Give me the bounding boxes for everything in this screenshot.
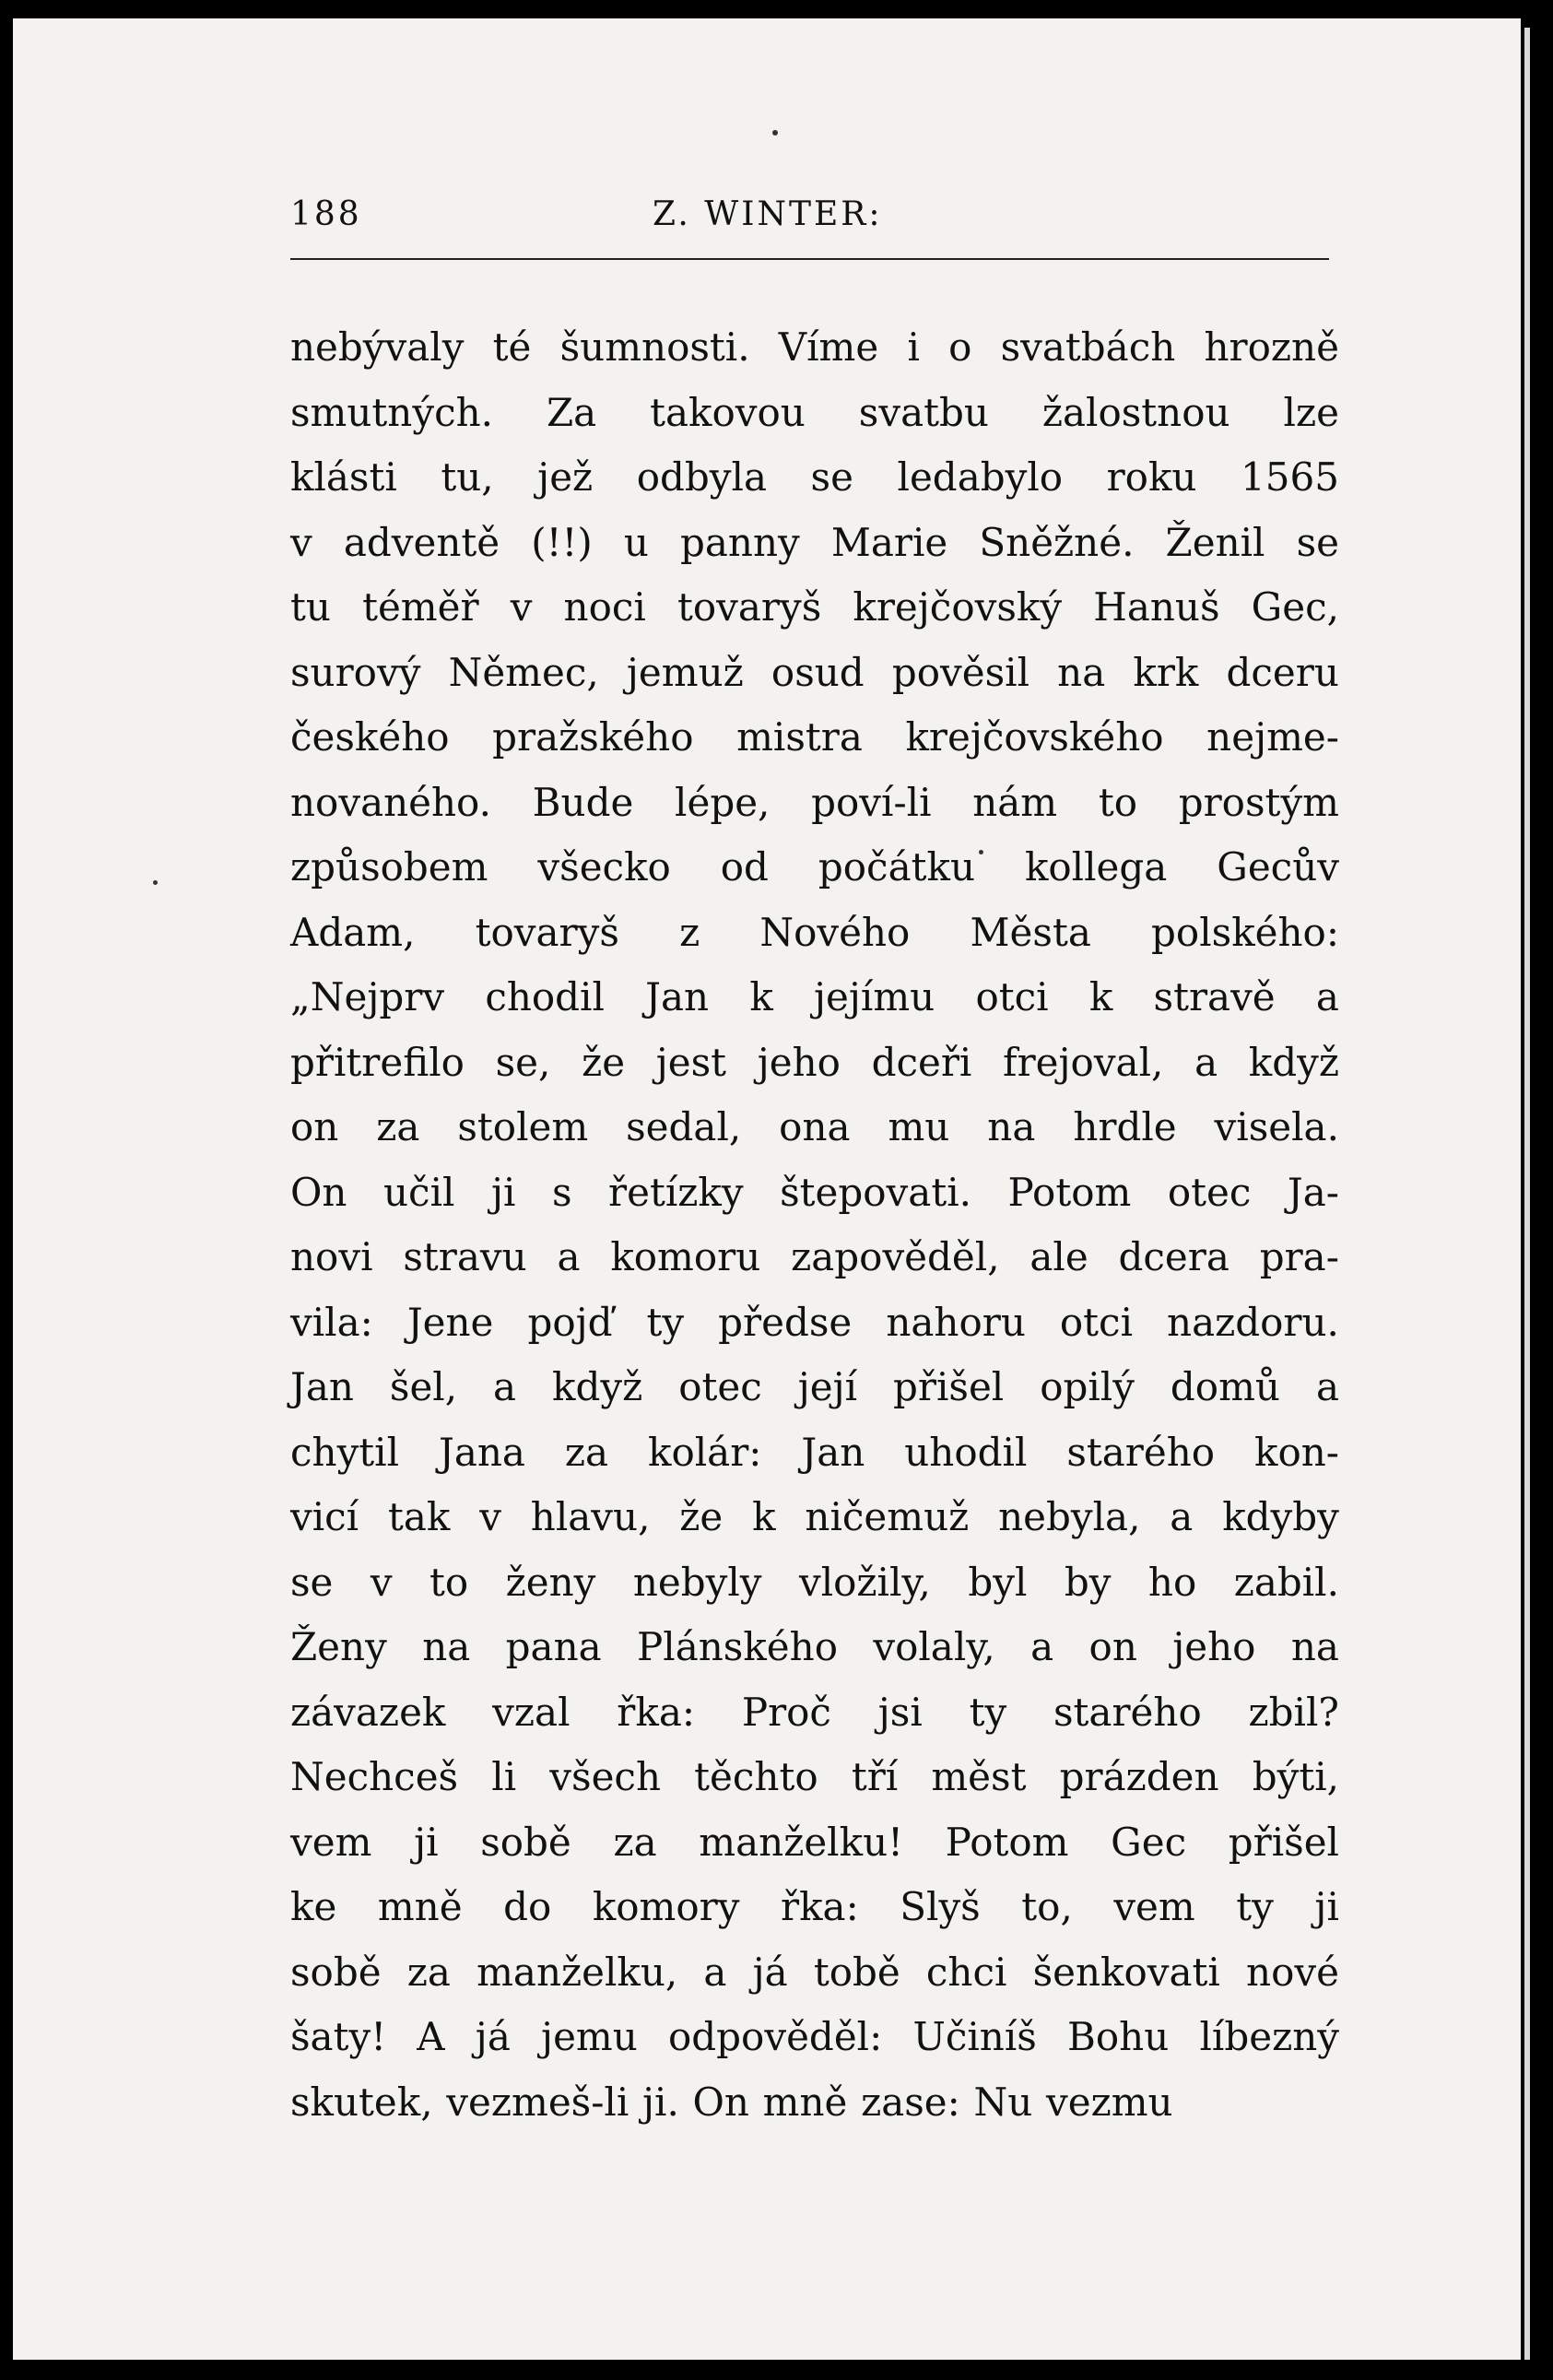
word: Nového	[759, 909, 911, 955]
page-number: 188	[290, 195, 362, 233]
word: za	[376, 1104, 420, 1149]
word: za	[564, 1429, 609, 1475]
word: na	[1057, 649, 1106, 695]
word: On	[692, 2079, 749, 2125]
word: a	[703, 1949, 727, 1995]
text-line	[290, 1820, 1339, 1885]
word: když	[1248, 1039, 1339, 1085]
page-edge-stripe	[1524, 28, 1530, 2360]
word: počátku	[818, 844, 975, 890]
word: na	[1290, 1624, 1339, 1669]
word: 1565	[1241, 454, 1339, 500]
word: přitrefilo	[290, 1039, 465, 1085]
word: to,	[1021, 1884, 1073, 1929]
text-line	[290, 1430, 1339, 1495]
word: Proč	[741, 1689, 831, 1735]
word: nebyly	[632, 1559, 762, 1605]
word: Jan	[645, 974, 710, 1019]
word: vezmu	[1046, 2079, 1173, 2125]
word: od	[720, 844, 769, 890]
word: předse	[718, 1299, 853, 1345]
word: kon-	[1254, 1429, 1339, 1475]
word: stravě	[1153, 974, 1276, 1019]
word: pra-	[1259, 1234, 1339, 1279]
text-line	[290, 1300, 1339, 1365]
word: zabil.	[1233, 1559, 1339, 1605]
word: otci	[975, 974, 1049, 1019]
word: z	[679, 909, 700, 955]
word: se	[810, 454, 853, 500]
word: řetízky	[608, 1169, 744, 1215]
word: přišel	[893, 1364, 1005, 1409]
word: osud	[771, 649, 865, 695]
word: Víme	[778, 324, 879, 370]
word: a	[1170, 1494, 1194, 1539]
word: odpověděl:	[668, 2014, 883, 2059]
word: šel,	[389, 1364, 458, 1409]
word: sedal,	[626, 1104, 742, 1149]
word: skutek,	[290, 2079, 433, 2125]
word: smutných.	[290, 389, 494, 435]
word: panny	[680, 519, 800, 565]
word: krk	[1133, 649, 1199, 695]
word: sobě	[480, 1819, 571, 1865]
word: se	[290, 1559, 334, 1605]
word: nám	[972, 779, 1058, 825]
word: Nu	[973, 2079, 1033, 2125]
word: závazek	[290, 1689, 446, 1735]
word: pana	[505, 1624, 602, 1669]
word: opilý	[1040, 1364, 1135, 1409]
word: s	[551, 1169, 572, 1215]
word: hrozně	[1204, 324, 1339, 370]
word: tří	[851, 1754, 899, 1799]
word: za	[613, 1819, 657, 1865]
word: zase:	[861, 2079, 960, 2125]
word: lépe,	[675, 779, 771, 825]
word: poví-li	[811, 779, 932, 825]
word: šaty!	[290, 2014, 387, 2059]
word: Gec,	[1251, 584, 1339, 630]
scan-speck	[979, 850, 983, 854]
word: odbyla	[636, 454, 767, 500]
scan-speck	[153, 880, 158, 885]
word: Gec	[1111, 1819, 1187, 1865]
word: dcera	[1118, 1234, 1229, 1279]
word: za	[406, 1949, 451, 1995]
word: (!!)	[531, 519, 593, 565]
word: já	[752, 1949, 788, 1995]
word: Jene	[406, 1299, 494, 1345]
word: adventě	[343, 519, 500, 565]
word: býti,	[1252, 1754, 1339, 1799]
word: li	[491, 1754, 517, 1799]
word: stravu	[403, 1234, 527, 1279]
word: ledabylo	[897, 454, 1064, 500]
word: otec	[678, 1364, 762, 1409]
word: mně	[762, 2079, 848, 2125]
word: jest	[655, 1039, 727, 1085]
text-line	[290, 1494, 1339, 1560]
word: její	[797, 1364, 858, 1409]
word: pověsil	[891, 649, 1030, 695]
word: Jan	[290, 1364, 354, 1409]
text-line	[290, 1234, 1339, 1300]
word: Učiníš	[912, 2014, 1037, 2059]
word: kdyby	[1222, 1494, 1339, 1539]
word: se,	[495, 1039, 551, 1085]
word: vezmeš-li	[446, 2079, 629, 2125]
word: Ženy	[290, 1624, 387, 1669]
word: byl	[968, 1559, 1028, 1605]
word: nazdoru.	[1167, 1299, 1339, 1345]
text-line	[290, 584, 1339, 650]
word: k	[749, 974, 773, 1019]
word: ale	[1029, 1234, 1088, 1279]
word: řka:	[617, 1689, 696, 1735]
word: Gecův	[1217, 844, 1339, 890]
text-line	[290, 1104, 1339, 1170]
word: o	[948, 324, 972, 370]
word: tovaryš	[676, 584, 822, 630]
word: chodil	[485, 974, 605, 1019]
word: dceři	[871, 1039, 972, 1085]
word: pojď	[527, 1299, 613, 1345]
word: roku	[1106, 454, 1197, 500]
text-line	[290, 974, 1339, 1040]
word: manželku,	[476, 1949, 678, 1995]
word: stolem	[457, 1104, 589, 1149]
word: Za	[546, 389, 597, 435]
word: visela.	[1214, 1104, 1339, 1149]
word: Plánského	[637, 1624, 838, 1669]
text-line	[290, 1040, 1339, 1105]
text-line	[290, 1364, 1339, 1430]
text-line	[290, 780, 1339, 845]
word: v	[290, 519, 312, 565]
word: On	[290, 1169, 347, 1215]
text-line	[290, 2014, 1339, 2080]
word: starého	[1053, 1689, 1202, 1735]
word: sobě	[290, 1949, 382, 1995]
word: jež	[537, 454, 594, 500]
word: učil	[383, 1169, 455, 1215]
word: kolár:	[648, 1429, 762, 1475]
word: on	[1088, 1624, 1137, 1669]
word: Hanuš	[1093, 584, 1220, 630]
word: nebyla,	[998, 1494, 1141, 1539]
word: jeho	[1172, 1624, 1256, 1669]
word: polského:	[1151, 909, 1339, 955]
word: a	[1315, 1364, 1339, 1409]
word: svatbu	[858, 389, 989, 435]
word: ona	[779, 1104, 851, 1149]
word: vem	[290, 1819, 372, 1865]
word: Bude	[532, 779, 634, 825]
running-head: Z. WINTER:	[653, 195, 883, 233]
word: všech	[549, 1754, 662, 1799]
word: ničemuž	[805, 1494, 970, 1539]
word: těchto	[694, 1754, 818, 1799]
word: vzal	[492, 1689, 571, 1735]
scan-speck	[772, 130, 778, 135]
word: otci	[1059, 1299, 1134, 1345]
text-line	[290, 1950, 1339, 2015]
word: Potom	[945, 1819, 1069, 1865]
text-line	[290, 844, 1339, 910]
text-line	[290, 390, 1339, 455]
word: se	[1296, 519, 1339, 565]
word: klásti	[290, 454, 397, 500]
word: zapověděl,	[791, 1234, 1000, 1279]
word: a	[493, 1364, 517, 1409]
word: Marie	[830, 519, 948, 565]
text-line	[290, 650, 1339, 715]
word: v	[510, 584, 533, 630]
word: tu	[290, 584, 331, 630]
word: vila:	[290, 1299, 373, 1345]
word: „Nejprv	[290, 974, 445, 1019]
word: do	[503, 1884, 552, 1929]
text-line	[290, 910, 1339, 975]
word: starého	[1066, 1429, 1216, 1475]
word: dceru	[1226, 649, 1339, 695]
word: přišel	[1228, 1819, 1339, 1865]
word: to	[429, 1559, 469, 1605]
word: to	[1098, 779, 1138, 825]
word: by	[1064, 1559, 1112, 1605]
word: noci	[563, 584, 646, 630]
word: mně	[377, 1884, 463, 1929]
word: nahoru	[886, 1299, 1026, 1345]
word: ty	[1236, 1884, 1274, 1929]
page-header	[290, 195, 1329, 251]
word: ji	[490, 1169, 516, 1215]
word: zbil?	[1248, 1689, 1339, 1735]
word: líbezný	[1199, 2014, 1339, 2059]
word: a	[1194, 1039, 1218, 1085]
text-line	[290, 454, 1339, 520]
word: že	[582, 1039, 626, 1085]
word: Nechceš	[290, 1754, 459, 1799]
word: on	[290, 1104, 339, 1149]
word: mu	[888, 1104, 950, 1149]
word: žalostnou	[1041, 389, 1230, 435]
word: k	[1088, 974, 1113, 1019]
word: A	[417, 2014, 445, 2059]
word: hrdle	[1073, 1104, 1177, 1149]
word: uhodil	[904, 1429, 1028, 1475]
word: Potom	[1007, 1169, 1132, 1215]
word: chytil	[290, 1429, 400, 1475]
word: té	[492, 324, 532, 370]
word: Ženil	[1165, 519, 1265, 565]
text-line	[290, 1884, 1339, 1950]
word: jejímu	[814, 974, 935, 1019]
word: krejčovského	[905, 714, 1164, 760]
word: když	[552, 1364, 643, 1409]
word: nejme-	[1206, 714, 1339, 760]
word: ji.	[641, 2079, 679, 2125]
word: lze	[1283, 389, 1339, 435]
word: téměř	[362, 584, 479, 630]
word: otec	[1167, 1169, 1252, 1215]
word: surový	[290, 649, 421, 695]
header-rule	[290, 258, 1329, 260]
word: šumnosti.	[559, 324, 750, 370]
word: Slyš	[900, 1884, 981, 1929]
word: na	[422, 1624, 471, 1669]
word: jemu	[541, 2014, 638, 2059]
word: Adam,	[290, 909, 416, 955]
word: a	[1030, 1624, 1054, 1669]
text-line	[290, 1560, 1339, 1625]
word: vložily,	[798, 1559, 931, 1605]
word: ke	[290, 1884, 337, 1929]
word: kollega	[1024, 844, 1168, 890]
word: jsi	[877, 1689, 923, 1735]
word: a	[1315, 974, 1339, 1019]
word: vicí	[290, 1494, 359, 1539]
word: u	[623, 519, 649, 565]
word: ho	[1147, 1559, 1197, 1605]
word: frejoval,	[1003, 1039, 1164, 1085]
word: k	[752, 1494, 776, 1539]
word: Ja-	[1287, 1169, 1339, 1215]
word: tu,	[441, 454, 494, 500]
word: v	[479, 1494, 501, 1539]
word: já	[475, 2014, 511, 2059]
text-line	[290, 324, 1339, 390]
word: hlavu,	[530, 1494, 651, 1539]
word: tobě	[813, 1949, 900, 1995]
word: na	[987, 1104, 1036, 1149]
word: Jana	[438, 1429, 525, 1475]
text-line	[290, 1170, 1339, 1235]
word: chci	[925, 1949, 1007, 1995]
word: ty	[969, 1689, 1007, 1735]
word: prázden	[1059, 1754, 1219, 1799]
word: prostým	[1178, 779, 1339, 825]
text-line	[290, 1624, 1339, 1690]
word: vem	[1113, 1884, 1195, 1929]
word: ji	[1314, 1884, 1339, 1929]
word: Bohu	[1067, 2014, 1170, 2059]
word: volaly,	[873, 1624, 995, 1669]
word: Němec,	[448, 649, 599, 695]
word: novaného.	[290, 779, 491, 825]
word: nové	[1246, 1949, 1339, 1995]
word: šenkovati	[1032, 1949, 1220, 1995]
word: českého	[290, 714, 450, 760]
word: tak	[387, 1494, 451, 1539]
word: komoru	[610, 1234, 761, 1279]
word: domů	[1170, 1364, 1280, 1409]
word: i	[907, 324, 920, 370]
word: měst	[931, 1754, 1027, 1799]
word: pražského	[492, 714, 694, 760]
body-text	[290, 324, 1339, 2144]
word: v	[370, 1559, 393, 1605]
text-line	[290, 1754, 1339, 1820]
word: Města	[970, 909, 1091, 955]
word: že	[679, 1494, 724, 1539]
word: způsobem	[290, 844, 488, 890]
text-line	[290, 520, 1339, 585]
word: manželku!	[699, 1819, 903, 1865]
word: Sněžné.	[979, 519, 1135, 565]
word: krejčovský	[853, 584, 1063, 630]
word: jeho	[757, 1039, 841, 1085]
word: svatbách	[1000, 324, 1176, 370]
word: nebývaly	[290, 324, 465, 370]
word: tovaryš	[475, 909, 619, 955]
word: takovou	[650, 389, 806, 435]
text-line	[290, 714, 1339, 780]
word: řka:	[781, 1884, 859, 1929]
word: Jan	[801, 1429, 865, 1475]
word: jemuž	[626, 649, 744, 695]
word: a	[557, 1234, 581, 1279]
word: ženy	[505, 1559, 596, 1605]
word: novi	[290, 1234, 373, 1279]
word: štepovati.	[780, 1169, 971, 1215]
word: ty	[646, 1299, 685, 1345]
text-line	[290, 2080, 1339, 2145]
word: všecko	[537, 844, 671, 890]
word: komory	[592, 1884, 740, 1929]
text-line	[290, 1690, 1339, 1755]
word: mistra	[736, 714, 863, 760]
word: ji	[414, 1819, 439, 1865]
